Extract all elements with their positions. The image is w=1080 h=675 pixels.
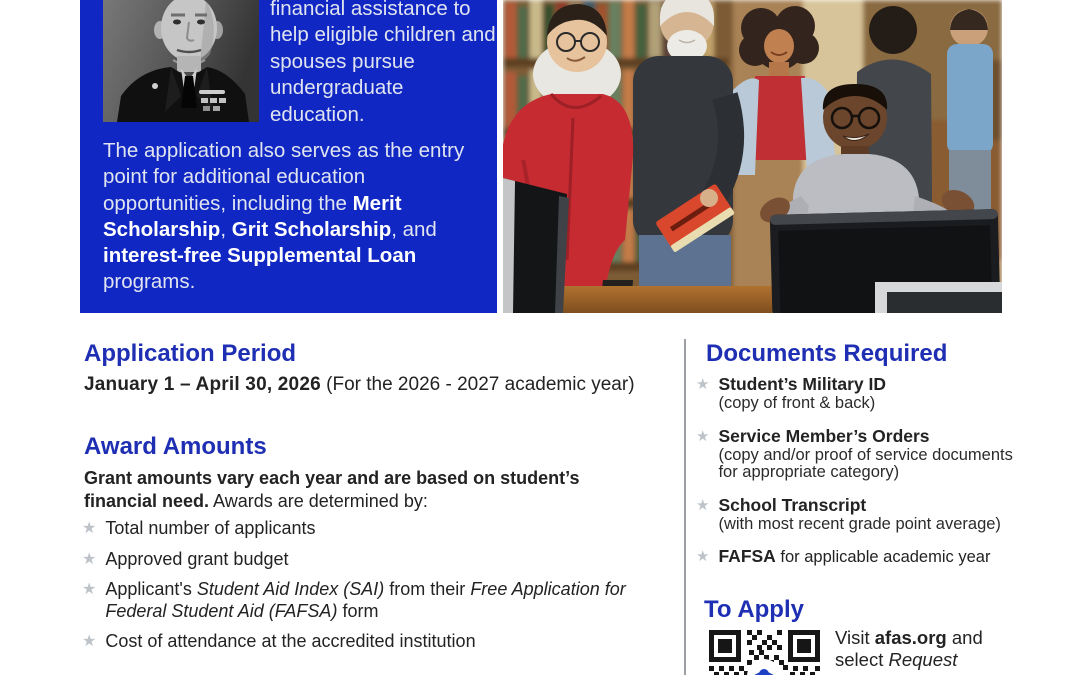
- hero-paragraph: The application also serves as the entry point for additional education opportunities, including the Merit Scholarship, Grit Scholarship, and interest-free Supplemental Loan programs.: [103, 139, 465, 294]
- doc-title: Service Member’s Orders: [718, 425, 930, 446]
- star-icon: ★: [82, 550, 97, 568]
- star-icon: ★: [696, 427, 710, 445]
- star-icon: ★: [696, 376, 710, 393]
- doc-title: Student’s Military ID: [718, 374, 887, 394]
- doc-title: FAFSA for applicable academic year: [718, 546, 991, 566]
- star-icon: ★: [696, 496, 710, 514]
- bullet-text: Applicant's Student Aid Index (SAI) from their Free Application for Federal Student Aid (FAFSA) form: [105, 579, 626, 621]
- bullet-text: Total number of applicants: [105, 518, 316, 538]
- doc-note: (copy and/or proof of service documents for appropriate category): [718, 445, 1013, 481]
- doc-item: [696, 496, 1018, 534]
- star-icon: ★: [696, 548, 710, 565]
- doc-note: (with most recent grade point average): [718, 514, 1001, 533]
- hero-panel: [80, 0, 497, 313]
- bullet-text: Approved grant budget: [105, 548, 289, 569]
- bullet-text: Cost of attendance at the accredited institution: [105, 631, 476, 651]
- hero-paragraph-text: The application also serves as the entry point for additional education opportunities, including the: [103, 139, 465, 215]
- apply-instructions: Visit afas.org and select Request: [835, 627, 983, 670]
- award-amounts-heading: Award Amounts: [84, 433, 267, 460]
- award-lead-rest: Awards are determined by:: [209, 490, 428, 511]
- qr-code: [707, 628, 822, 675]
- award-lead-bold: Grant amounts vary each year and are based on student’s financial need.: [84, 468, 580, 511]
- dates-note: (For the 2026 - 2027 academic year): [320, 374, 635, 395]
- list-item: [82, 631, 642, 653]
- award-criteria-list: [82, 518, 642, 662]
- column-divider: [684, 339, 686, 675]
- documents-required-heading: Documents Required: [706, 340, 948, 367]
- request-italic: Request: [888, 649, 958, 670]
- doc-title: School Transcript: [718, 494, 867, 515]
- hero-intro-text: financial assistance to help eligible children and spouses pursue undergraduate education.: [270, 0, 496, 126]
- doc-note: (copy of front & back): [718, 394, 876, 412]
- supplemental-loan-text: interest-free Supplemental Loan: [103, 244, 417, 268]
- list-item: [82, 518, 642, 540]
- doc-item: [696, 375, 1018, 413]
- merit-scholarship-text: Merit Scholarship: [103, 191, 402, 241]
- library-photo: [503, 0, 1002, 313]
- sai-italic: Student Aid Index (SAI): [196, 579, 385, 599]
- doc-inline-note: for applicable academic year: [775, 548, 991, 566]
- grit-scholarship-text: Grit Scholarship: [231, 217, 392, 241]
- fafsa-italic: Free Application for Federal Student Aid (FAFSA): [105, 579, 626, 621]
- star-icon: ★: [82, 633, 97, 650]
- portrait-photo: [103, 0, 259, 122]
- to-apply-heading: To Apply: [704, 596, 804, 623]
- afas-site-text: afas.org: [874, 627, 947, 648]
- doc-item: [696, 547, 1018, 567]
- award-amounts-lead: [84, 467, 606, 512]
- list-item: [82, 579, 642, 622]
- star-icon: ★: [82, 581, 97, 598]
- documents-list: [696, 375, 1018, 581]
- application-period-heading: Application Period: [84, 340, 297, 367]
- star-icon: ★: [82, 520, 97, 537]
- list-item: [82, 549, 642, 571]
- doc-item: [696, 427, 1018, 482]
- application-period-dates: [84, 374, 635, 396]
- dates-bold: January 1 – April 30, 2026: [84, 374, 321, 395]
